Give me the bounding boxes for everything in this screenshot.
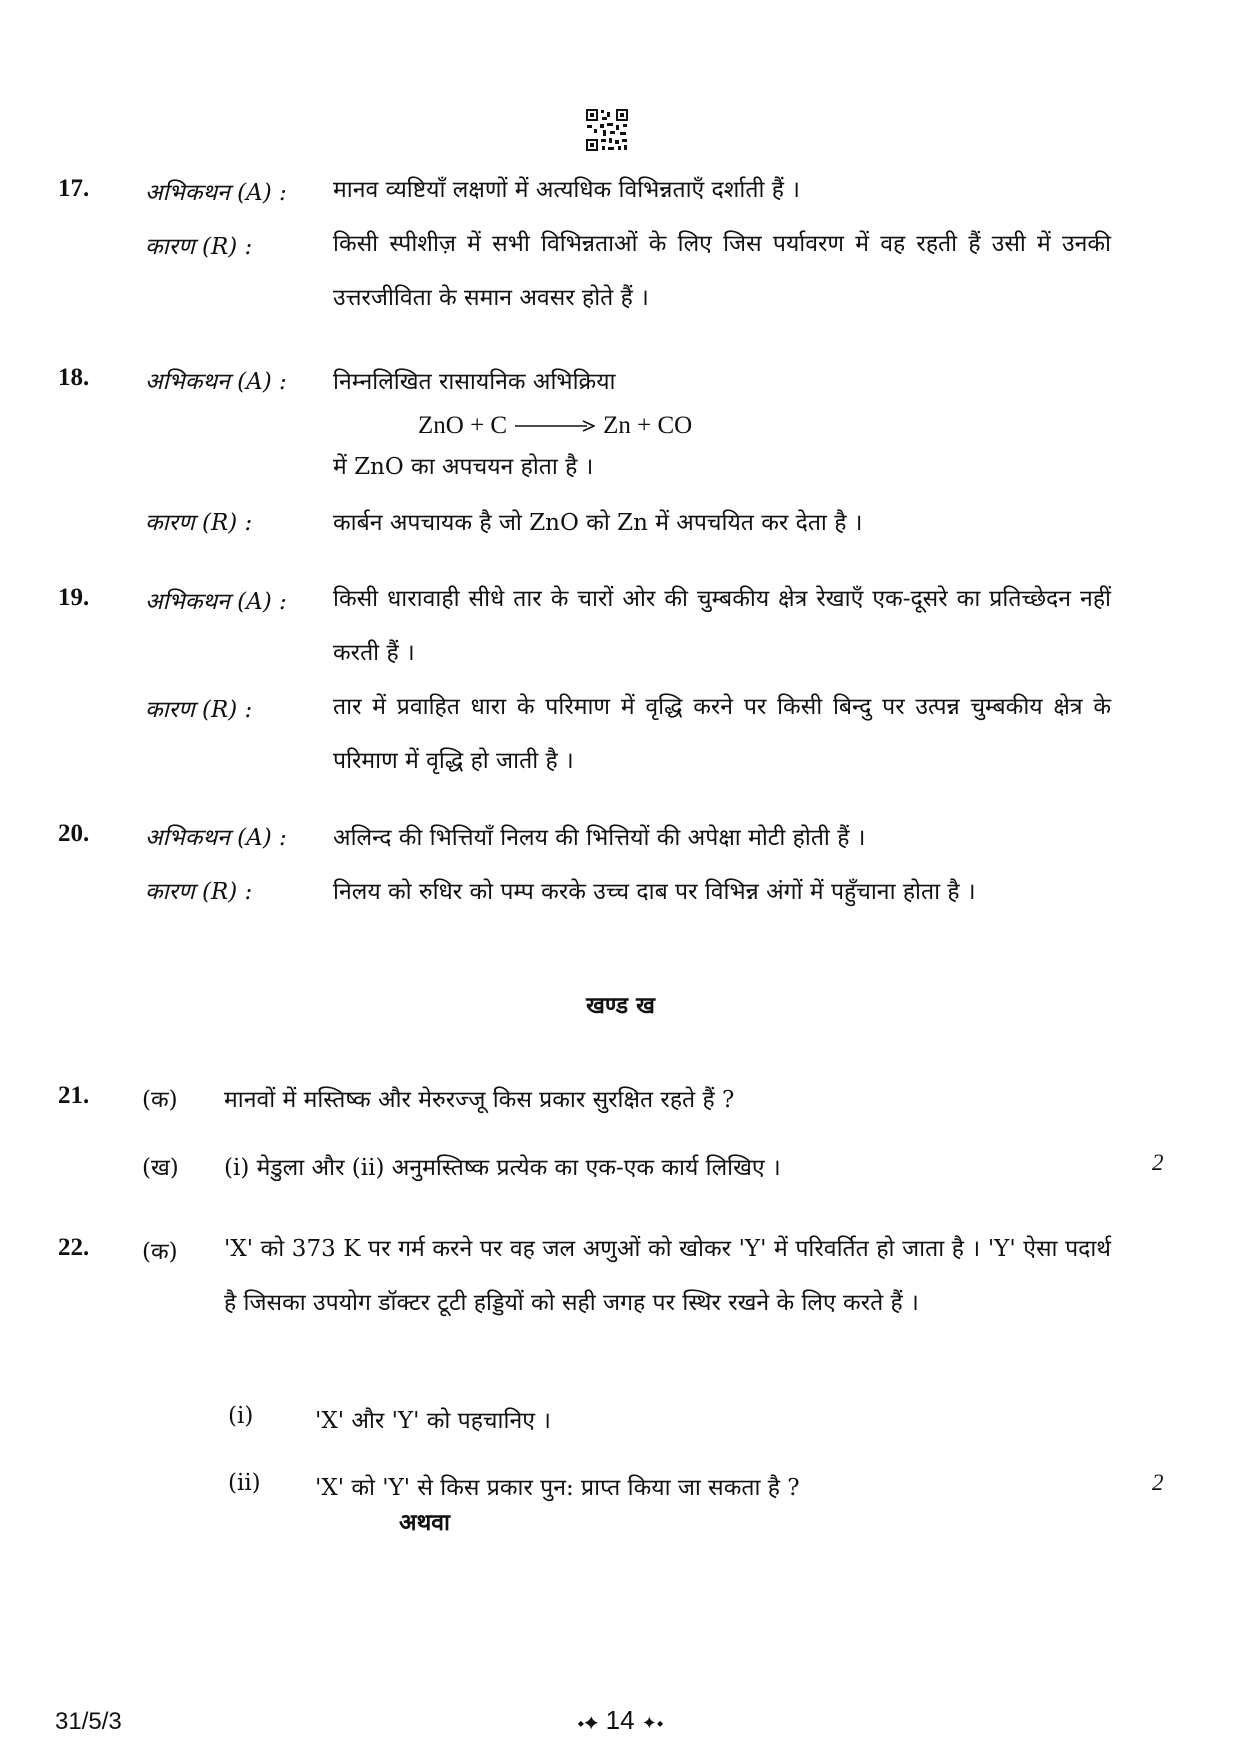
qr-code-icon <box>585 108 629 152</box>
sub-part-text: 'X' और 'Y' को पहचानिए । <box>315 1408 551 1434</box>
diamond-ornament-icon: ⬩✦ <box>577 1713 599 1733</box>
equation-reactants: ZnO + C <box>418 412 508 439</box>
part-label: (क) <box>142 1239 178 1265</box>
marks-value: 2 <box>1152 1150 1164 1175</box>
assertion-label: अभिकथन (A) : <box>145 180 287 206</box>
reason-text: तार में प्रवाहित धारा के परिमाण में वृद्धि करने पर किसी बिन्दु पर उत्पन्न चुम्बकीय क्षेत्र के परिमाण में वृद्धि हो जाती है । <box>333 694 1111 774</box>
or-label: अथवा <box>399 1509 451 1536</box>
sub-part-label: (ii) <box>228 1470 261 1496</box>
question-number: 18. <box>58 364 90 391</box>
assertion-label: अभिकथन (A) : <box>145 369 287 395</box>
assertion-text: निम्नलिखित रासायनिक अभिक्रिया <box>333 369 616 395</box>
reason-label: कारण (R) : <box>145 234 253 260</box>
reason-text: निलय को रुधिर को पम्प करके उच्च दाब पर विभिन्न अंगों में पहुँचाना होता है । <box>333 879 976 905</box>
part-text: मानवों में मस्तिष्क और मेरुरज्जू किस प्रकार सुरक्षित रहते हैं ? <box>224 1087 735 1113</box>
question-number: 19. <box>58 584 90 611</box>
part-label: (ख) <box>142 1155 179 1181</box>
assertion-label: अभिकथन (A) : <box>145 589 287 615</box>
page-number: 14 <box>605 1705 635 1735</box>
marks-value: 2 <box>1152 1470 1164 1495</box>
assertion-text: मानव व्यष्टियाँ लक्षणों में अत्यधिक विभिन्नताएँ दर्शाती हैं । <box>333 177 800 203</box>
assertion-text: अलिन्द की भित्तियाँ निलय की भित्तियों की अपेक्षा मोटी होती हैं । <box>333 825 866 851</box>
equation-products: Zn + CO <box>603 412 693 439</box>
question-number: 20. <box>58 820 90 847</box>
paper-code: 31/5/3 <box>55 1708 122 1735</box>
assertion-continuation: में ZnO का अपचयन होता है । <box>333 454 594 480</box>
chemical-equation <box>418 412 692 440</box>
question-number: 21. <box>58 1082 90 1109</box>
part-text: (i) मेडुला और (ii) अनुमस्तिष्क प्रत्येक का एक-एक कार्य लिखिए । <box>224 1155 781 1181</box>
reason-label: कारण (R) : <box>145 510 253 536</box>
question-number: 17. <box>58 175 90 202</box>
reason-text: किसी स्पीशीज़ में सभी विभिन्नताओं के लिए जिस पर्यावरण में वह रहती हैं उसी में उनकी उत्तरजीविता के समान अवसर होते हैं । <box>333 231 1111 311</box>
page-number-footer <box>0 1705 1241 1736</box>
reason-text: कार्बन अपचायक है जो ZnO को Zn में अपचयित कर देता है । <box>333 510 863 536</box>
reason-label: कारण (R) : <box>145 697 253 723</box>
part-text: 'X' को 373 K पर गर्म करने पर वह जल अणुओं को खोकर 'Y' में परिवर्तित हो जाता है । 'Y' ऐसा पदार्थ है जिसका उपयोग डॉक्टर टूटी हड्डियों को सही जगह पर स्थिर रखने के लिए करते हैं । <box>224 1236 1111 1316</box>
part-label: (क) <box>142 1087 178 1113</box>
reason-label: कारण (R) : <box>145 879 253 905</box>
assertion-label: अभिकथन (A) : <box>145 825 287 851</box>
assertion-text: किसी धारावाही सीधे तार के चारों ओर की चुम्बकीय क्षेत्र रेखाएँ एक-दूसरे का प्रतिच्छेदन नहीं करती हैं । <box>333 586 1111 666</box>
section-title: खण्ड ख <box>586 992 655 1019</box>
diamond-ornament-icon: ✦⬩ <box>641 1713 664 1733</box>
sub-part-text: 'X' को 'Y' से किस प्रकार पुन: प्राप्त किया जा सकता है ? <box>315 1475 800 1501</box>
sub-part-label: (i) <box>228 1403 254 1429</box>
reaction-arrow-icon <box>515 419 595 433</box>
question-number: 22. <box>58 1234 90 1261</box>
